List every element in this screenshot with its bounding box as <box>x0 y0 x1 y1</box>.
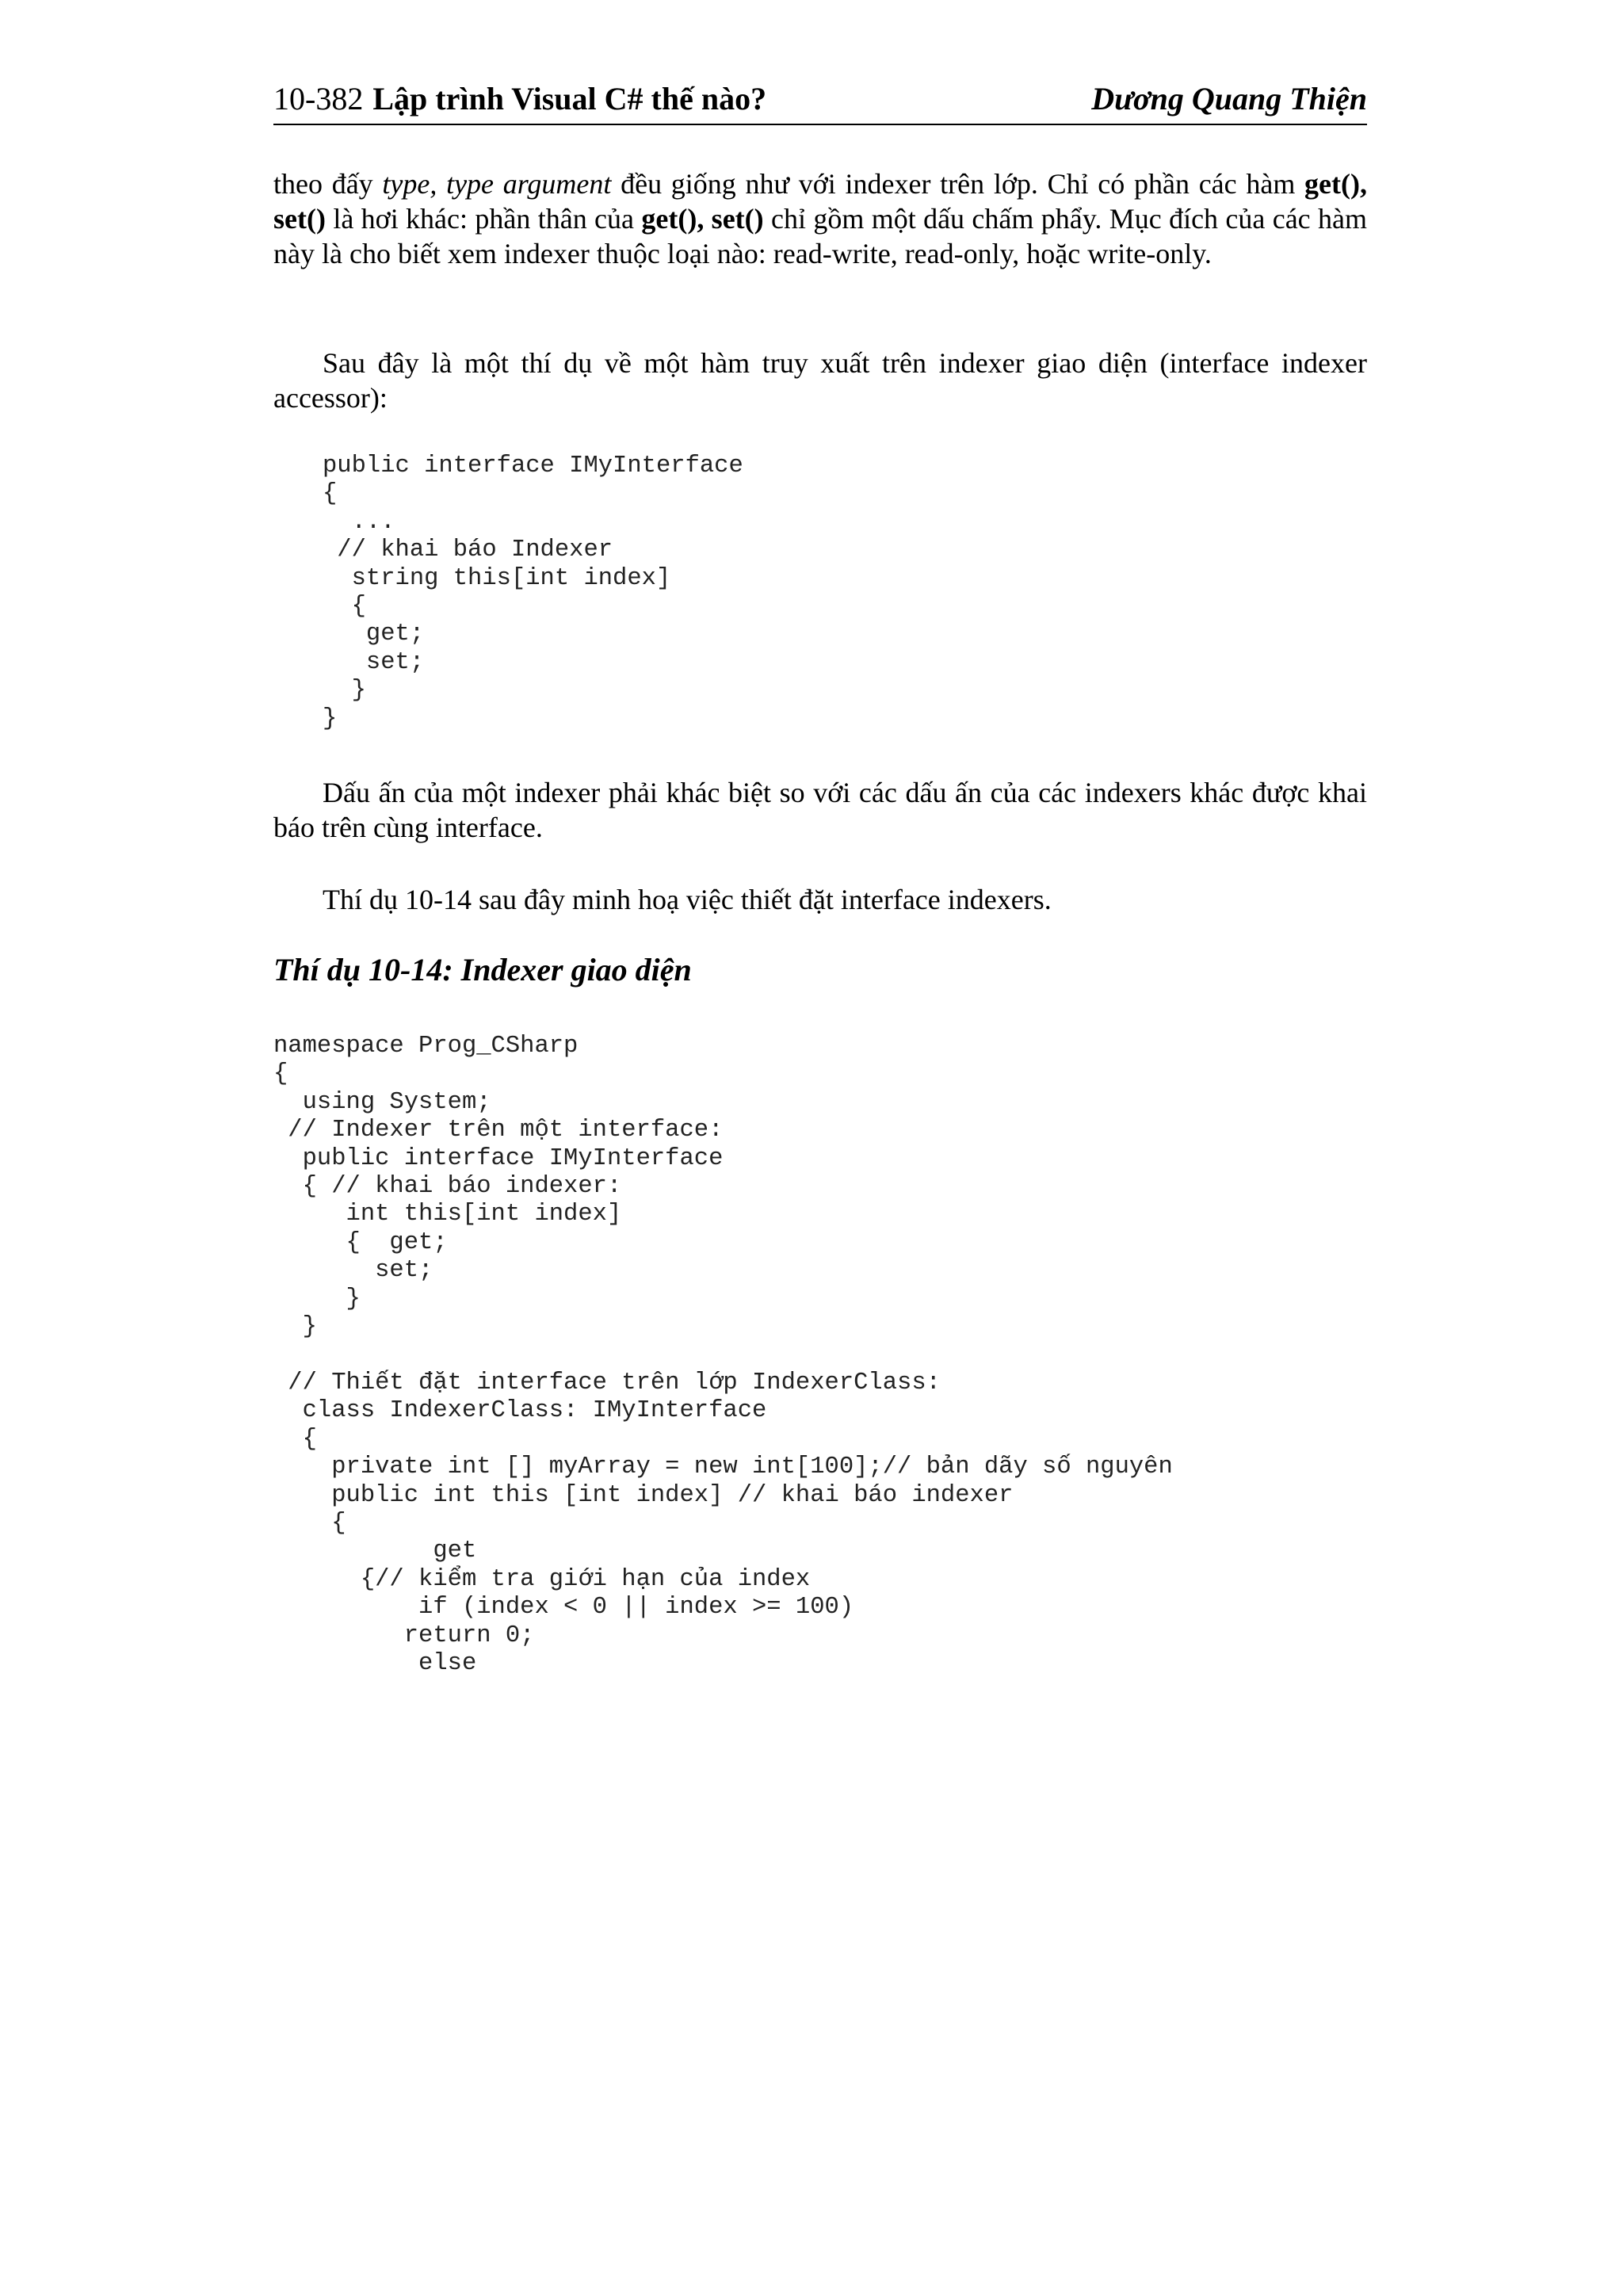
author-name: Dương Quang Thiện <box>1091 81 1367 117</box>
book-title: Lập trình Visual C# thế nào? <box>372 81 767 117</box>
paragraph-1: theo đấy type, type argument đều giống như với indexer trên lớp. Chỉ có phần các hàm get(), set() là hơi khác: phần thân của get(), set() chỉ gồm một dấu chấm phẩy. Mục đích của các hàm này là cho biết xem indexer thuộc loại nào: read-write, read-only, hoặc write-only. <box>273 168 1367 269</box>
code-block-example-10-14: namespace Prog_CSharp { using System; // Indexer trên một interface: public interface IMyInterface { // khai báo indexer: int this[int index] { get; set; } } // Thiết đặt interface trên lớp IndexerClass: class IndexerClass: IMyInterface { private int [] myArray = new int[100];// bản dãy số nguyên public int this [int index] // khai báo indexer { get {// kiểm tra giới hạn của index if (index < 0 || index >= 100) return 0; else <box>273 1033 1173 1677</box>
code-block-interface-accessor: public interface IMyInterface { ... // khai báo Indexer string this[int index] { get; set; } } <box>323 453 743 732</box>
header-left <box>273 80 766 117</box>
running-header <box>273 76 1367 125</box>
paragraph-2: Sau đây là một thí dụ về một hàm truy xuất trên indexer giao diện (interface indexer accessor): <box>273 347 1367 414</box>
example-title: Thí dụ 10-14: Indexer giao diện <box>273 952 692 988</box>
page-number: 10-382 <box>273 81 364 117</box>
paragraph-3: Dấu ấn của một indexer phải khác biệt so với các dấu ấn của các indexers khác được khai báo trên cùng interface. <box>273 777 1367 843</box>
paragraph-4: Thí dụ 10-14 sau đây minh hoạ việc thiết đặt interface indexers. <box>323 884 1052 915</box>
